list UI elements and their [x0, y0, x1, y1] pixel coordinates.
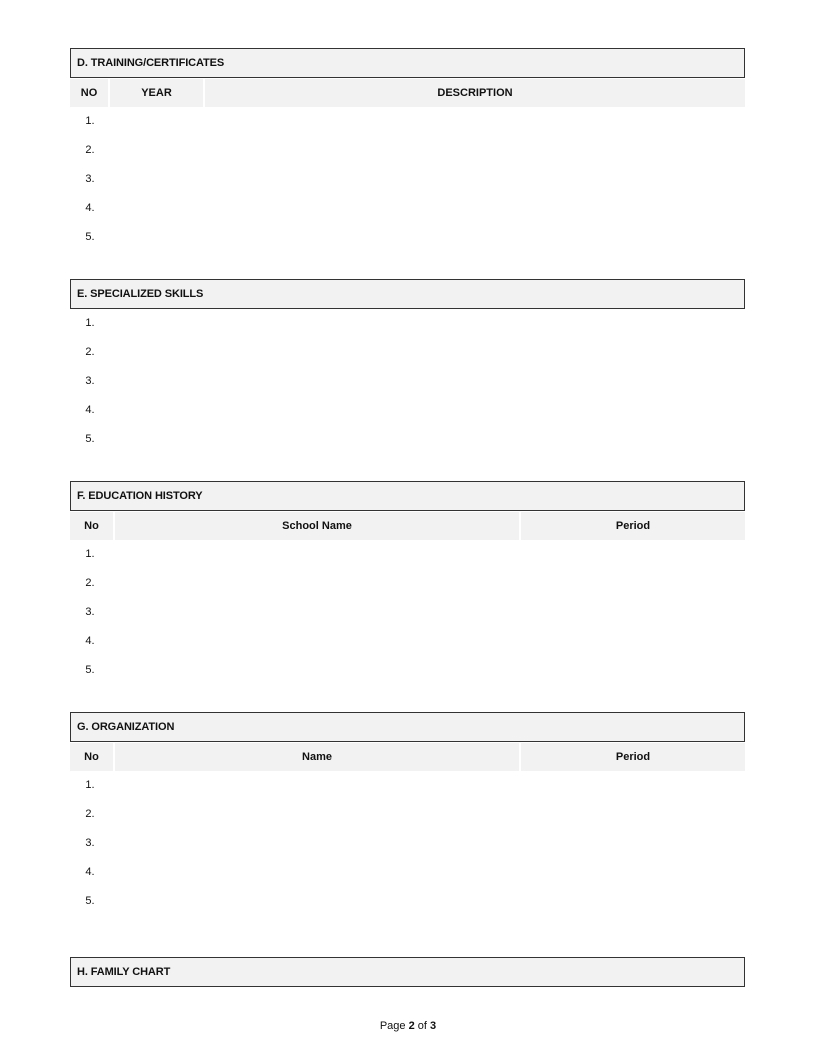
row-number: 3. [85, 374, 95, 387]
education-section [70, 481, 745, 684]
table-header [70, 512, 745, 540]
row-number: 4. [85, 865, 95, 878]
page-footer [0, 1020, 816, 1032]
page-label: Page [379, 1020, 406, 1032]
table-row [70, 655, 745, 684]
training-section [70, 48, 745, 251]
page-current: 2 [408, 1020, 415, 1032]
table-row [70, 857, 745, 886]
table-row [70, 598, 745, 627]
section-title: G. ORGANIZATION [70, 712, 745, 742]
column-header-period: Period [519, 512, 745, 540]
table-row [70, 626, 745, 655]
table-row [70, 569, 745, 598]
column-header-school-name: School Name [113, 512, 519, 540]
table-row [70, 136, 745, 165]
row-number: 2. [85, 577, 95, 590]
page-of: of [417, 1020, 427, 1032]
row-number: 5. [85, 230, 95, 243]
table-header [70, 743, 745, 771]
column-header-name: Name [113, 743, 519, 771]
row-number: 3. [85, 836, 95, 849]
table-row [70, 222, 745, 251]
family-section [70, 957, 745, 987]
section-title: E. SPECIALIZED SKILLS [70, 279, 745, 309]
section-title: F. EDUCATION HISTORY [70, 481, 745, 511]
table-row [70, 829, 745, 858]
column-header-year: YEAR [108, 79, 203, 107]
row-number: 1. [85, 115, 95, 128]
table-row [70, 165, 745, 194]
row-number: 4. [85, 403, 95, 416]
skills-section [70, 279, 745, 453]
row-number: 1. [85, 548, 95, 561]
table-row [70, 771, 745, 800]
column-header-description: DESCRIPTION [203, 79, 745, 107]
list-item [70, 367, 745, 396]
list-item [70, 424, 745, 453]
row-number: 1. [85, 317, 95, 330]
row-number: 2. [85, 808, 95, 821]
row-number: 3. [85, 605, 95, 618]
table-row [70, 800, 745, 829]
section-title: H. FAMILY CHART [70, 957, 745, 987]
list-item [70, 309, 745, 338]
table-row [70, 193, 745, 222]
table-header [70, 79, 745, 107]
row-number: 4. [85, 634, 95, 647]
column-header-no: No [70, 512, 113, 540]
page-total: 3 [430, 1020, 437, 1032]
row-number: 5. [85, 432, 95, 445]
table-row [70, 540, 745, 569]
row-number: 2. [85, 144, 95, 157]
row-number: 3. [85, 172, 95, 185]
column-header-no: No [70, 743, 113, 771]
table-row [70, 886, 745, 915]
row-number: 5. [85, 894, 95, 907]
column-header-period: Period [519, 743, 745, 771]
row-number: 1. [85, 779, 95, 792]
list-item [70, 395, 745, 424]
row-number: 2. [85, 346, 95, 359]
organization-section [70, 712, 745, 915]
table-row [70, 107, 745, 136]
row-number: 4. [85, 201, 95, 214]
row-number: 5. [85, 663, 95, 676]
list-item [70, 338, 745, 367]
column-header-no: NO [70, 79, 108, 107]
section-title: D. TRAINING/CERTIFICATES [70, 48, 745, 78]
